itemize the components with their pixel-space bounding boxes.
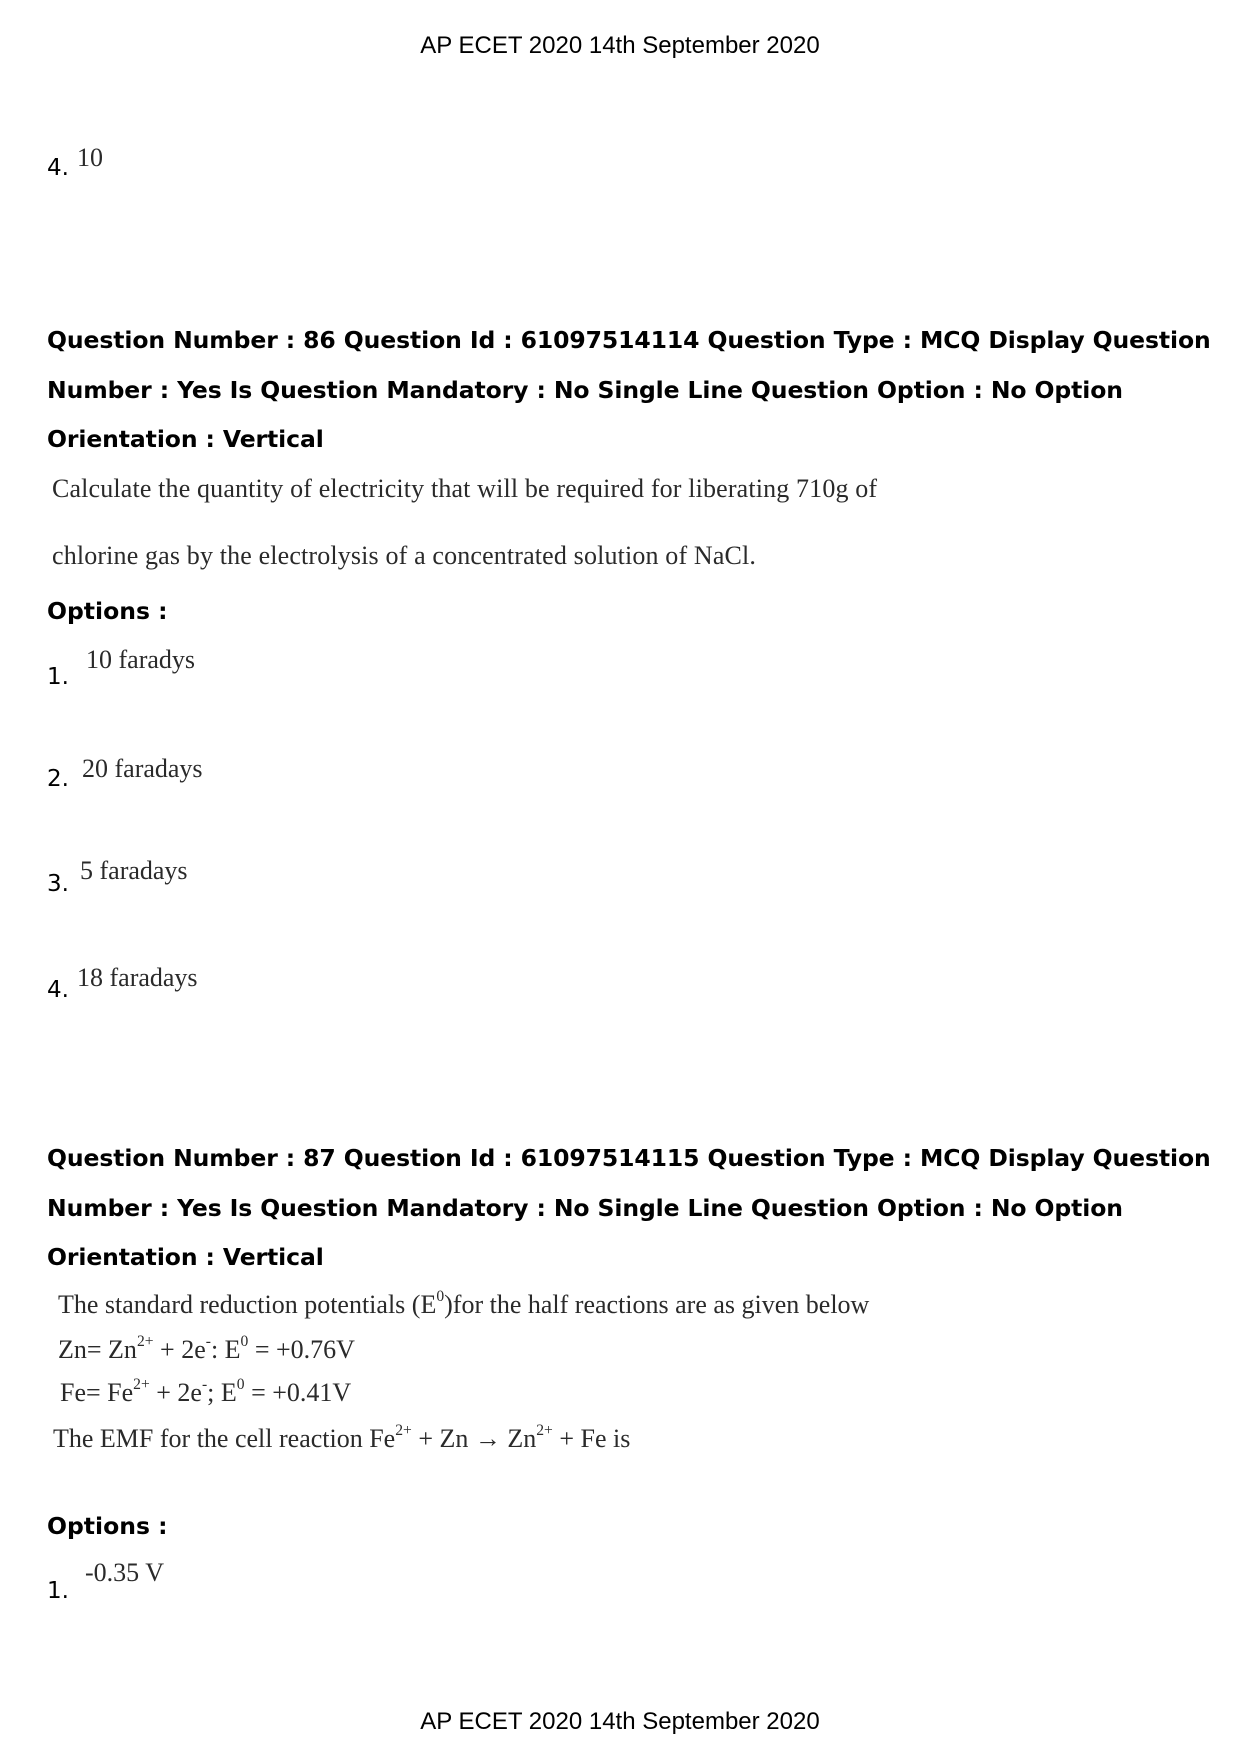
option-text: 10 faradys <box>86 645 196 674</box>
question-86-meta <box>47 316 1211 465</box>
meta-line: Orientation : Vertical <box>47 425 324 453</box>
prev-option-text: 10 <box>77 143 103 172</box>
question-87-meta <box>47 1134 1211 1283</box>
prev-option-number: 4. <box>47 155 69 181</box>
meta-line: Question Number : 86 Question Id : 61097514114 Question Type : MCQ Display Question <box>47 326 1211 354</box>
option-number: 3. <box>47 871 69 897</box>
meta-line: Orientation : Vertical <box>47 1243 324 1271</box>
question-87-text-line-3: $Fe= Fe^{2+} + 2e^-$; $E^0 = +0.41V$ <box>60 1376 352 1407</box>
option-number: 2. <box>47 766 69 792</box>
meta-line: Number : Yes Is Question Mandatory : No Single Line Question Option : No Option <box>47 375 1123 404</box>
question-87-text-line-4: The EMF for the cell reaction $Fe^{2+} + Zn \to Zn^{2+} + Fe$ is <box>53 1422 631 1453</box>
option-number: 1. <box>47 1578 69 1604</box>
page-header: AP ECET 2020 14th September 2020 <box>420 32 820 59</box>
question-87-text-line-1: The standard reduction potentials $(E^0)for$ the half reactions are as given below <box>58 1288 870 1319</box>
question-86-text-line-1: Calculate the quantity of electricity that will be required for liberating 710g of <box>52 474 878 503</box>
option-number: 1. <box>47 664 69 690</box>
option-text: 20 faradays <box>82 754 203 783</box>
option-text: 5 faradays <box>80 856 188 885</box>
meta-line: Number : Yes Is Question Mandatory : No Single Line Question Option : No Option <box>47 1193 1123 1222</box>
option-text: 18 faradays <box>77 963 198 992</box>
question-87-options-label: Options : <box>47 1512 168 1540</box>
question-87-text-line-2: $Zn= Zn^{2+} + 2e^-$: $E^0 = +0.76V$ <box>58 1333 355 1364</box>
option-number: 4. <box>47 977 69 1003</box>
question-86-options-label: Options : <box>47 597 168 625</box>
page-footer: AP ECET 2020 14th September 2020 <box>420 1708 820 1735</box>
question-86-text-line-2: chlorine gas by the electrolysis of a concentrated solution of NaCl. <box>52 541 757 570</box>
option-text: -0.35 V <box>85 1558 164 1587</box>
meta-line: Question Number : 87 Question Id : 61097514115 Question Type : MCQ Display Question <box>47 1144 1211 1172</box>
